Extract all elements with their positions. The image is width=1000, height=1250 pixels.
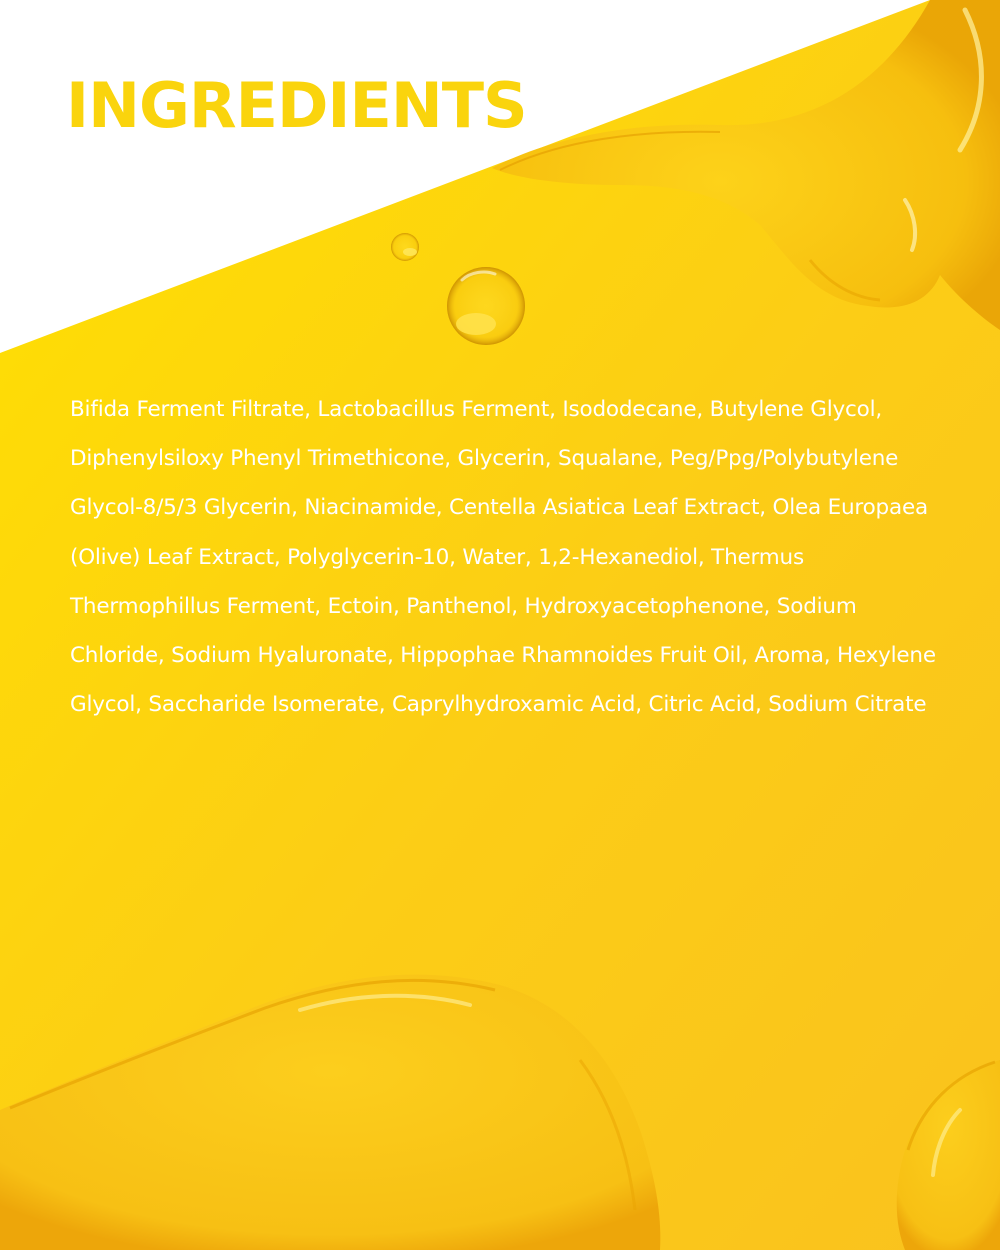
page-title: INGREDIENTS bbox=[66, 69, 527, 142]
bubble-small bbox=[391, 233, 419, 261]
ingredients-list: Bifida Ferment Filtrate, Lactobacillus Ferment, Isododecane, Butylene Glycol, Diphenylsiloxy Phenyl Trimethicone, Glycerin, Squalane, Peg/Ppg/Polybutylene Glycol-8/5/3 Glycerin, Niacinamide, Centella Asiatica Leaf Extract, Olea Europaea (Olive) Leaf Extract, Polyglycerin-10, Water, 1,2-Hexanediol, Thermus Thermophillus Ferment, Ectoin, Panthenol, Hydroxyacetophenone, Sodium Chloride, Sodium Hyaluronate, Hippophae Rhamnoides Fruit Oil, Aroma, Hexylene Glycol, Saccharide Isomerate, Caprylhydroxamic Acid, Citric Acid, Sodium Citrate bbox=[70, 397, 936, 718]
bubble-medium bbox=[447, 267, 525, 345]
